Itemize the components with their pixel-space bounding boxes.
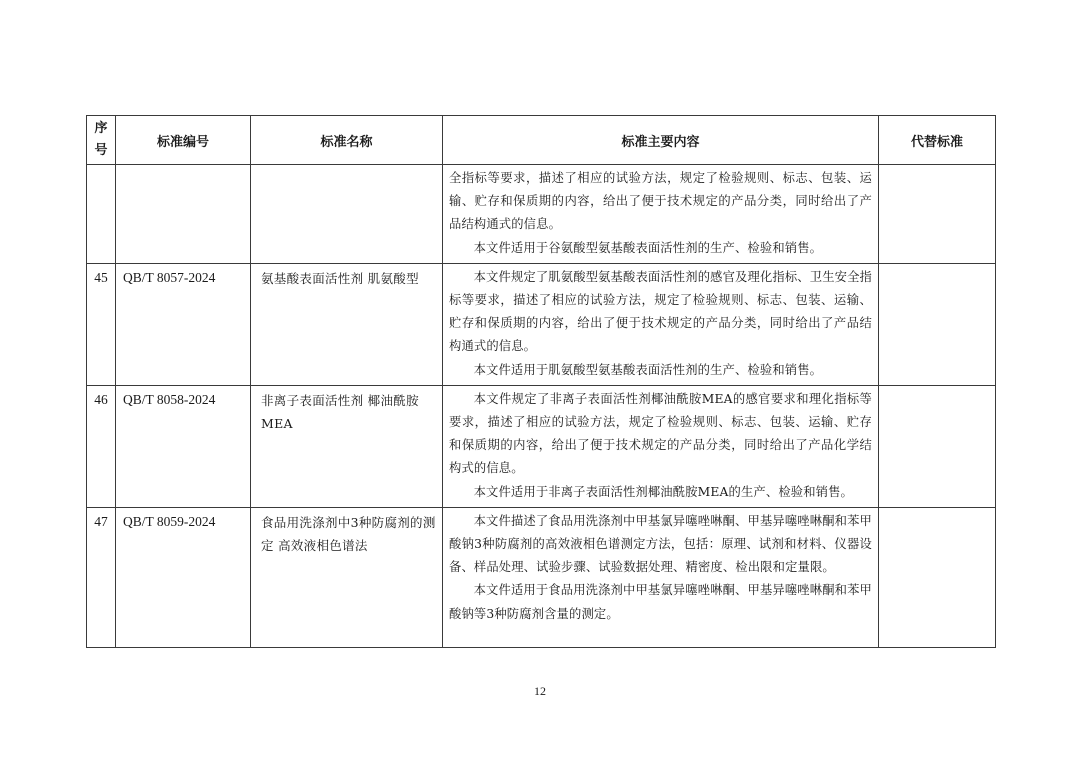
header-name: 标准名称	[251, 116, 443, 165]
table-row	[87, 507, 996, 647]
table-row	[87, 263, 996, 385]
content-paragraph: 本文件描述了食品用洗涤剂中甲基氯异噻唑啉酮、甲基异噻唑啉酮和苯甲酸钠3种防腐剂的高效液相色谱测定方法，包括：原理、试剂和材料、仪器设备、样品处理、试验步骤、试验数据处理、精密度、检出限和定量限。	[449, 513, 872, 575]
standard-name	[251, 165, 443, 264]
page-number: 12	[534, 684, 546, 698]
header-replaces: 代替标准	[879, 116, 996, 165]
row-number	[87, 165, 116, 264]
replaced-standard	[879, 165, 996, 264]
standard-code: QB/T 8058-2024	[116, 385, 251, 507]
standard-content	[443, 385, 879, 507]
content-paragraph: 本文件适用于食品用洗涤剂中甲基氯异噻唑啉酮、甲基异噻唑啉酮和苯甲酸钠等3种防腐剂含量的测定。	[449, 583, 872, 621]
header-content: 标准主要内容	[443, 116, 879, 165]
standards-table	[86, 115, 996, 648]
content-paragraph: 本文件适用于肌氨酸型氨基酸表面活性剂的生产、检验和销售。	[473, 362, 823, 377]
standard-code: QB/T 8059-2024	[116, 507, 251, 647]
standard-content	[443, 165, 879, 264]
standard-name: 氨基酸表面活性剂 肌氨酸型	[251, 263, 443, 385]
content-paragraph: 本文件适用于谷氨酸型氨基酸表面活性剂的生产、检验和销售。	[473, 240, 823, 255]
standard-content	[443, 507, 879, 647]
table-row	[87, 385, 996, 507]
header-seq-line1: 序	[94, 121, 108, 136]
row-number: 46	[87, 385, 116, 507]
standard-name: 食品用洗涤剂中3种防腐剂的测定 高效液相色谱法	[251, 507, 443, 647]
content-paragraph: 本文件规定了肌氨酸型氨基酸表面活性剂的感官及理化指标、卫生安全指标等要求，描述了相应的试验方法，规定了检验规则、标志、包装、运输、贮存和保质期的内容，给出了便于技术规定的产品分类，同时给出了产品结构通式的信息。	[449, 269, 872, 354]
header-seq-line2: 号	[94, 143, 108, 158]
standard-code: QB/T 8057-2024	[116, 263, 251, 385]
content-paragraph: 本文件适用于非离子表面活性剂椰油酰胺MEA的生产、检验和销售。	[473, 484, 854, 499]
row-number: 47	[87, 507, 116, 647]
replaced-standard	[879, 507, 996, 647]
replaced-standard	[879, 385, 996, 507]
table-header-row	[87, 116, 996, 165]
replaced-standard	[879, 263, 996, 385]
content-paragraph: 本文件规定了非离子表面活性剂椰油酰胺MEA的感官要求和理化指标等要求，描述了相应的试验方法，规定了检验规则、标志、包装、运输、贮存和保质期的内容，给出了便于技术规定的产品分类，同时给出了产品化学结构式的信息。	[449, 391, 872, 476]
header-code: 标准编号	[116, 116, 251, 165]
table-row	[87, 165, 996, 264]
standard-content	[443, 263, 879, 385]
content-paragraph: 全指标等要求，描述了相应的试验方法，规定了检验规则、标志、包装、运输、贮存和保质期的内容，给出了便于技术规定的产品分类，同时给出了产品结构通式的信息。	[449, 171, 872, 232]
header-seq	[87, 116, 116, 165]
row-number: 45	[87, 263, 116, 385]
standard-name: 非离子表面活性剂 椰油酰胺MEA	[251, 385, 443, 507]
standard-code	[116, 165, 251, 264]
